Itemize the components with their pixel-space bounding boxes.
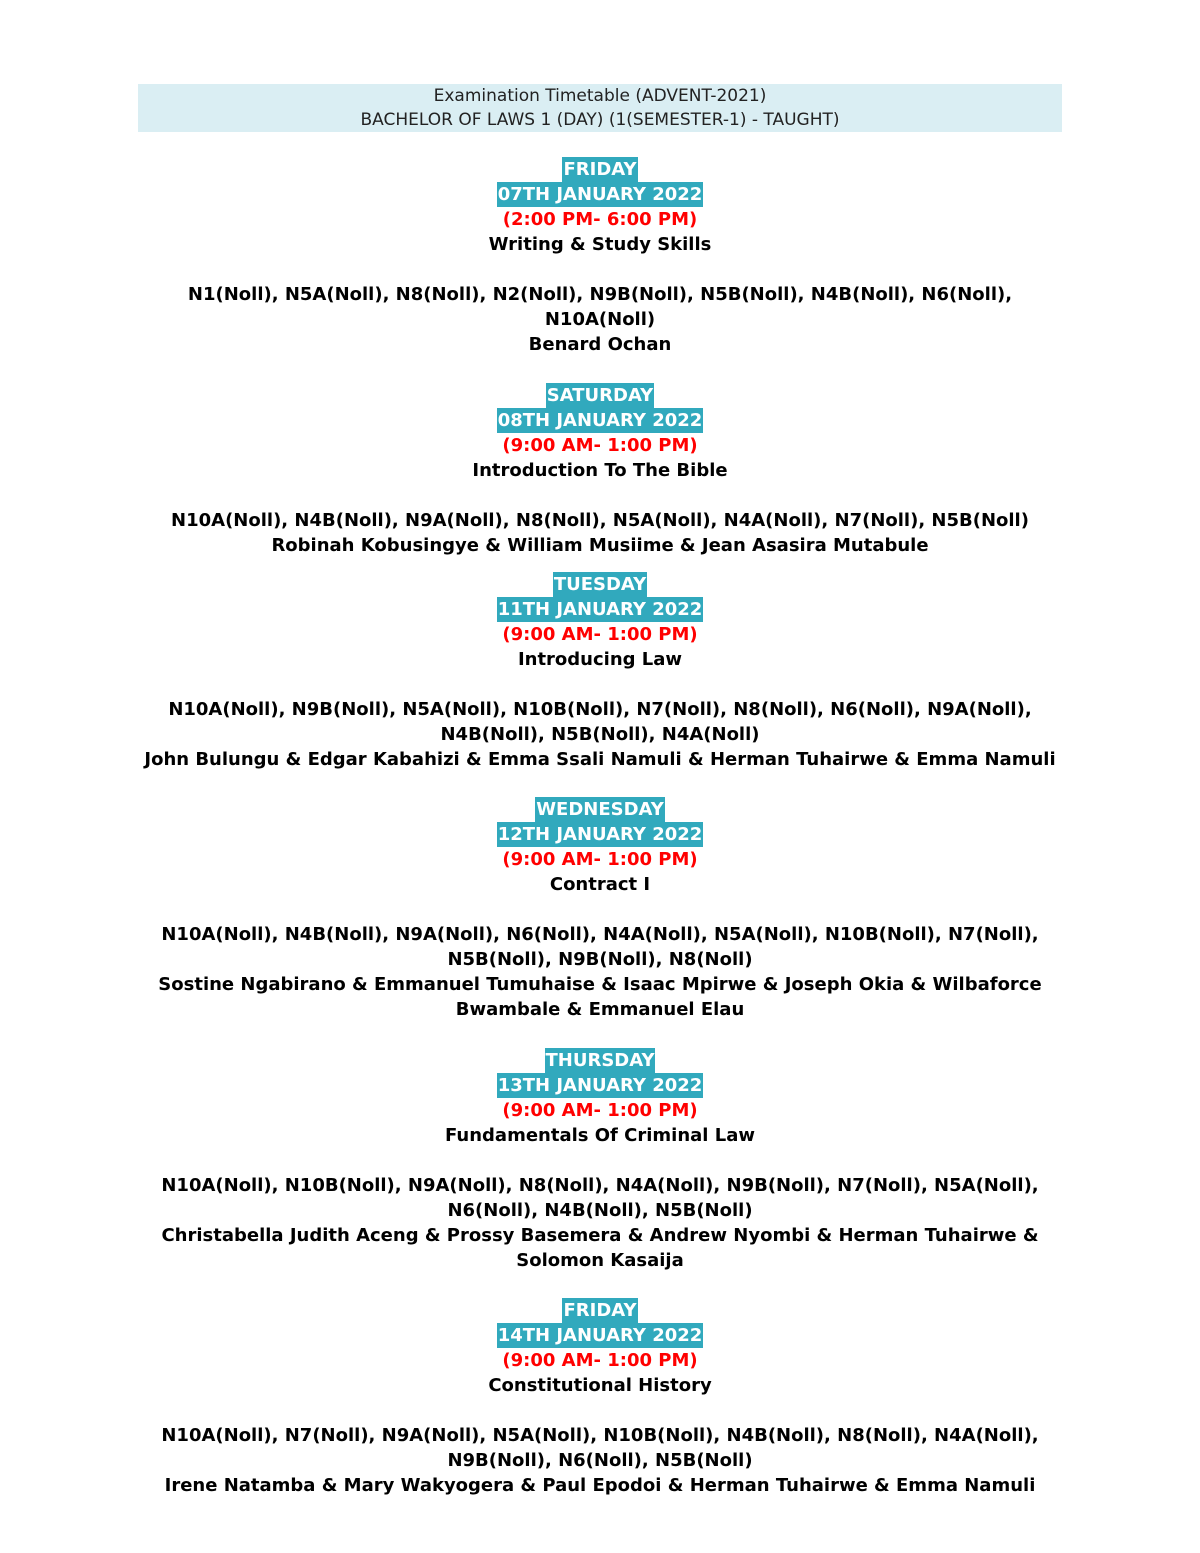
exam-time: (2:00 PM- 6:00 PM) xyxy=(502,209,698,230)
exam-lecturers: John Bulungu & Edgar Kabahizi & Emma Ssali Namuli & Herman Tuhairwe & Emma Namuli xyxy=(144,749,1056,770)
exam-lecturers: Robinah Kobusingye & William Musiime & Jean Asasira Mutabule xyxy=(271,535,929,556)
timetable-header xyxy=(138,84,1062,132)
exam-block xyxy=(100,572,1100,772)
exam-course: Contract I xyxy=(549,874,651,895)
exam-date: 12TH JANUARY 2022 xyxy=(497,824,703,845)
exam-course: Introducing Law xyxy=(517,649,683,670)
exam-lecturers: Sostine Ngabirano & Emmanuel Tumuhaise & Isaac Mpirwe & Joseph Okia & Wilbaforce Bwambale & Emmanuel Elau xyxy=(158,974,1042,1020)
exam-groups: N1(Noll), N5A(Noll), N8(Noll), N2(Noll), N9B(Noll), N5B(Noll), N4B(Noll), N6(Noll), N10A(Noll) xyxy=(187,284,1013,330)
exam-block xyxy=(100,1048,1100,1273)
exam-course: Fundamentals Of Criminal Law xyxy=(445,1125,755,1146)
exam-lecturers: Benard Ochan xyxy=(528,334,672,355)
exam-groups: N10A(Noll), N10B(Noll), N9A(Noll), N8(Noll), N4A(Noll), N9B(Noll), N7(Noll), N5A(Noll), N6(Noll), N4B(Noll), N5B(Noll) xyxy=(161,1175,1039,1221)
exam-date: 11TH JANUARY 2022 xyxy=(497,599,703,620)
exam-time: (9:00 AM- 1:00 PM) xyxy=(502,849,698,870)
timetable-subtitle: BACHELOR OF LAWS 1 (DAY) (1(SEMESTER-1) - TAUGHT) xyxy=(360,110,840,130)
exam-day: TUESDAY xyxy=(553,574,647,595)
timetable-title: Examination Timetable (ADVENT-2021) xyxy=(433,86,767,106)
exam-groups: N10A(Noll), N7(Noll), N9A(Noll), N5A(Noll), N10B(Noll), N4B(Noll), N8(Noll), N4A(Noll), N9B(Noll), N6(Noll), N5B(Noll) xyxy=(161,1425,1039,1471)
exam-lecturers: Irene Natamba & Mary Wakyogera & Paul Epodoi & Herman Tuhairwe & Emma Namuli xyxy=(164,1475,1036,1496)
exam-date: 13TH JANUARY 2022 xyxy=(497,1075,703,1096)
exam-groups: N10A(Noll), N4B(Noll), N9A(Noll), N8(Noll), N5A(Noll), N4A(Noll), N7(Noll), N5B(Noll) xyxy=(171,510,1029,531)
exam-groups: N10A(Noll), N4B(Noll), N9A(Noll), N6(Noll), N4A(Noll), N5A(Noll), N10B(Noll), N7(Noll), N5B(Noll), N9B(Noll), N8(Noll) xyxy=(161,924,1039,970)
exam-groups: N10A(Noll), N9B(Noll), N5A(Noll), N10B(Noll), N7(Noll), N8(Noll), N6(Noll), N9A(Noll), N4B(Noll), N5B(Noll), N4A(Noll) xyxy=(168,699,1032,745)
exam-block xyxy=(100,1298,1100,1498)
exam-time: (9:00 AM- 1:00 PM) xyxy=(502,1350,698,1371)
exam-lecturers: Christabella Judith Aceng & Prossy Basemera & Andrew Nyombi & Herman Tuhairwe & Solomon Kasaija xyxy=(161,1225,1039,1271)
exam-block xyxy=(100,157,1100,357)
exam-block xyxy=(100,797,1100,1022)
exam-time: (9:00 AM- 1:00 PM) xyxy=(502,624,698,645)
exam-time: (9:00 AM- 1:00 PM) xyxy=(502,1100,698,1121)
exam-day: FRIDAY xyxy=(563,159,637,180)
exam-date: 08TH JANUARY 2022 xyxy=(497,410,703,431)
exam-date: 07TH JANUARY 2022 xyxy=(497,184,703,205)
exam-course: Writing & Study Skills xyxy=(488,234,712,255)
exam-date: 14TH JANUARY 2022 xyxy=(497,1325,703,1346)
exam-day: FRIDAY xyxy=(563,1300,637,1321)
exam-time: (9:00 AM- 1:00 PM) xyxy=(502,435,698,456)
exam-course: Constitutional History xyxy=(488,1375,712,1396)
exam-day: SATURDAY xyxy=(546,385,654,406)
exam-day: THURSDAY xyxy=(545,1050,655,1071)
exam-block xyxy=(100,383,1100,558)
exam-course: Introduction To The Bible xyxy=(472,460,728,481)
exam-day: WEDNESDAY xyxy=(536,799,664,820)
